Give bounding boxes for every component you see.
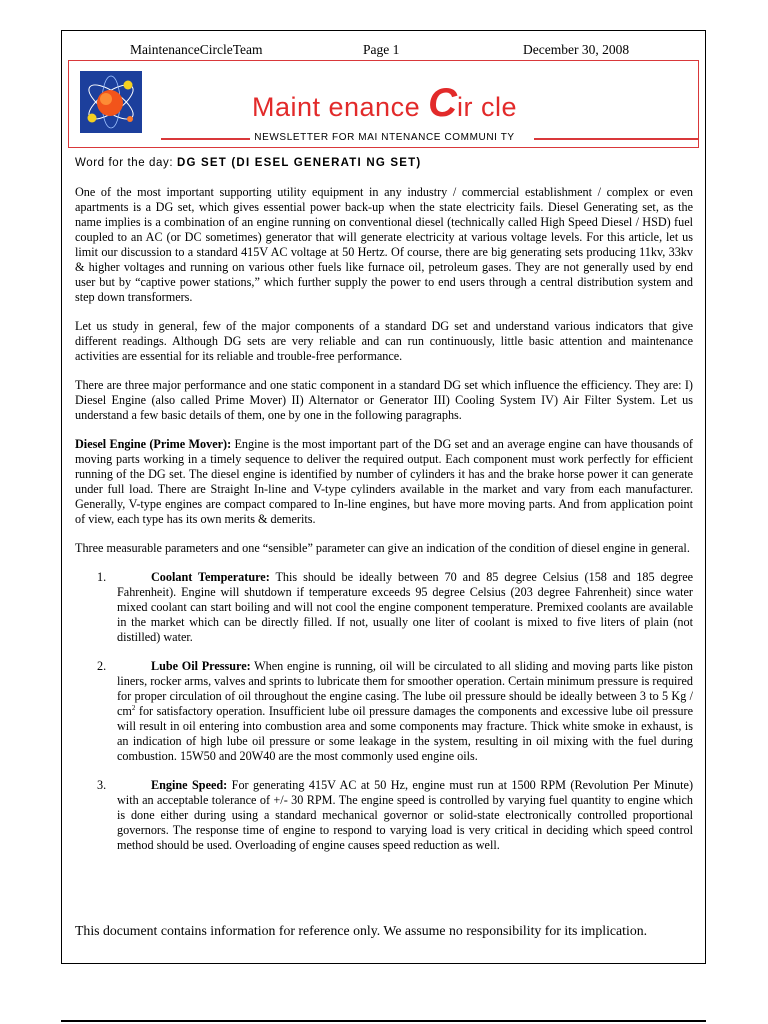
list-item-lube-oil	[75, 659, 693, 764]
paragraph-major-components: There are three major performance and one static component in a standard DG set which influence the efficiency. They are: I) Diesel Engine (also called Prime Mover) II) Alternator or Generator III) Cooling System IV) Air Filter System. Let us understand a few basic details of them, one by one in the following paragraphs.	[75, 378, 693, 422]
lube-oil-heading: Lube Oil Pressure:	[151, 659, 251, 673]
newsletter-subtitle: NEWSLETTER FOR MAI NTENANCE COMMUNI TY	[250, 132, 518, 143]
disclaimer: This document contains information for reference only. We assume no responsibility for its implication.	[75, 923, 648, 938]
word-of-day-term: DG SET (DI ESEL GENERATI NG SET)	[177, 157, 422, 169]
list-number: 2.	[97, 659, 107, 673]
header-team: MaintenanceCircleTeam	[130, 42, 263, 57]
page-header	[62, 42, 706, 60]
coolant-text: This should be ideally between 70 and 85 degree Celsius (158 and 185 degree Fahrenheit). Engine will shutdown if temperature exceeds 95 degree Celsius (203 degree Fahrenheit) since water mixed coolant can start boiling and will not cool the engine component temperature. Premixed coolants are available in the market which can be directly filled. If not, usually one liter of coolant is mixed to five liters of plain (not distilled) water.	[117, 570, 694, 644]
coolant-heading: Coolant Temperature:	[151, 570, 270, 584]
lube-oil-text-a: When engine is running, oil will be circulated to all sliding and moving parts like piston liners, rocker arms, valves and sprints to lubricate them for smoother operation. Certain minimum pressure is required for proper circulation of oil throughout the engine casing. The lube oil pressure should be ideally between 3 to 5 Kg / cm	[117, 659, 694, 718]
word-of-the-day	[75, 157, 421, 169]
list-item-engine-speed	[75, 778, 693, 853]
lube-oil-text-b: for satisfactory operation. Insufficient lube oil pressure damages the components and excessive lube oil pressure will result in oil entering into combustion area and some components may fracture. Thick white smoke in exhaust, is an indication of high lube oil pressure or some leakage in the system, resulting in oil mixing with the fuel during combustion. 15W50 and 20W40 are the most commonly used engine oils.	[117, 704, 693, 763]
title-big-letter: C	[428, 81, 457, 125]
newsletter-title	[69, 81, 700, 126]
list-item-coolant	[75, 570, 693, 645]
parameter-list	[75, 570, 693, 853]
diesel-engine-text: Engine is the most important part of the DG set and an average engine can have thousands of moving parts working in a timely sequence to deliver the required output. Each component must work perfectly for efficient running of the DG set. The diesel engine is identified by number of cylinders it has and the brake horse power it can generate under full load. There are Straight In-line and V-type cylinders available in the market and vary from each manufacturer. Generally, V-type engines are compact compared to In-line engines, but have more moving parts. And from application point of view, each type has its own merits & demerits.	[75, 437, 693, 526]
subtitle-rule-right	[534, 138, 699, 140]
engine-speed-text: For generating 415V AC at 50 Hz, engine must run at 1500 RPM (Revolution Per Minute) with an acceptable tolerance of +/- 30 RPM. The engine speed is controlled by varying fuel quantity to engine which is done either during using a standard mechanical governor or solid-state electronically controlled proportional governors. The response time of engine to respond to varying load is very critical in deciding which speed control method should be used. Overloading of engine causes speed reduction as well.	[117, 778, 693, 852]
superscript-two: 2	[131, 703, 136, 712]
newsletter-banner	[68, 60, 699, 148]
list-number: 3.	[97, 778, 107, 792]
newsletter-subtitle-row	[69, 132, 700, 146]
engine-speed-heading: Engine Speed:	[151, 778, 228, 792]
paragraph-intro: One of the most important supporting utility equipment in any industry / commercial establishment / complex or even apartments is a DG set, which gives essential power back-up when the state electricity fails. Diesel Generating set, as the name implies is a combination of an engine running on conventional diesel (technically called High Speed Diesel / HSD) fuel coupled to an AC (or DC sometimes) generator that will generate electricity at various voltage levels. For this article, let us limit our discussion to a standard 415V AC voltage at 50 Hertz. Of course, there are big generating sets producing 11kv, 33kv & higher voltages and running on various other fuels like furnace oil, petroleum gases. They are not generally used by end user but by “captive power stations,” which further supply the power to end users through a central distribution system and step down transformers.	[75, 185, 693, 304]
bottom-rule	[61, 1020, 706, 1022]
paragraph-parameters: Three measurable parameters and one “sensible” parameter can give an indication of the condition of diesel engine in general.	[75, 541, 690, 555]
paragraph-diesel-engine	[75, 437, 693, 527]
header-page-number: Page 1	[363, 42, 400, 57]
header-date: December 30, 2008	[523, 42, 630, 57]
title-prefix: Maint enance	[251, 92, 429, 122]
diesel-engine-heading: Diesel Engine (Prime Mover):	[75, 437, 232, 451]
article-body	[75, 185, 693, 867]
paragraph-components: Let us study in general, few of the major components of a standard DG set and understand various indicators that give different readings. Although DG sets are very reliable and can run continuously, little basic attention and maintenance activities are essential for its reliable and trouble-free performance.	[75, 319, 693, 363]
word-of-day-label: Word for the day:	[75, 157, 177, 169]
title-suffix: ir cle	[456, 92, 517, 122]
list-number: 1.	[97, 570, 107, 584]
